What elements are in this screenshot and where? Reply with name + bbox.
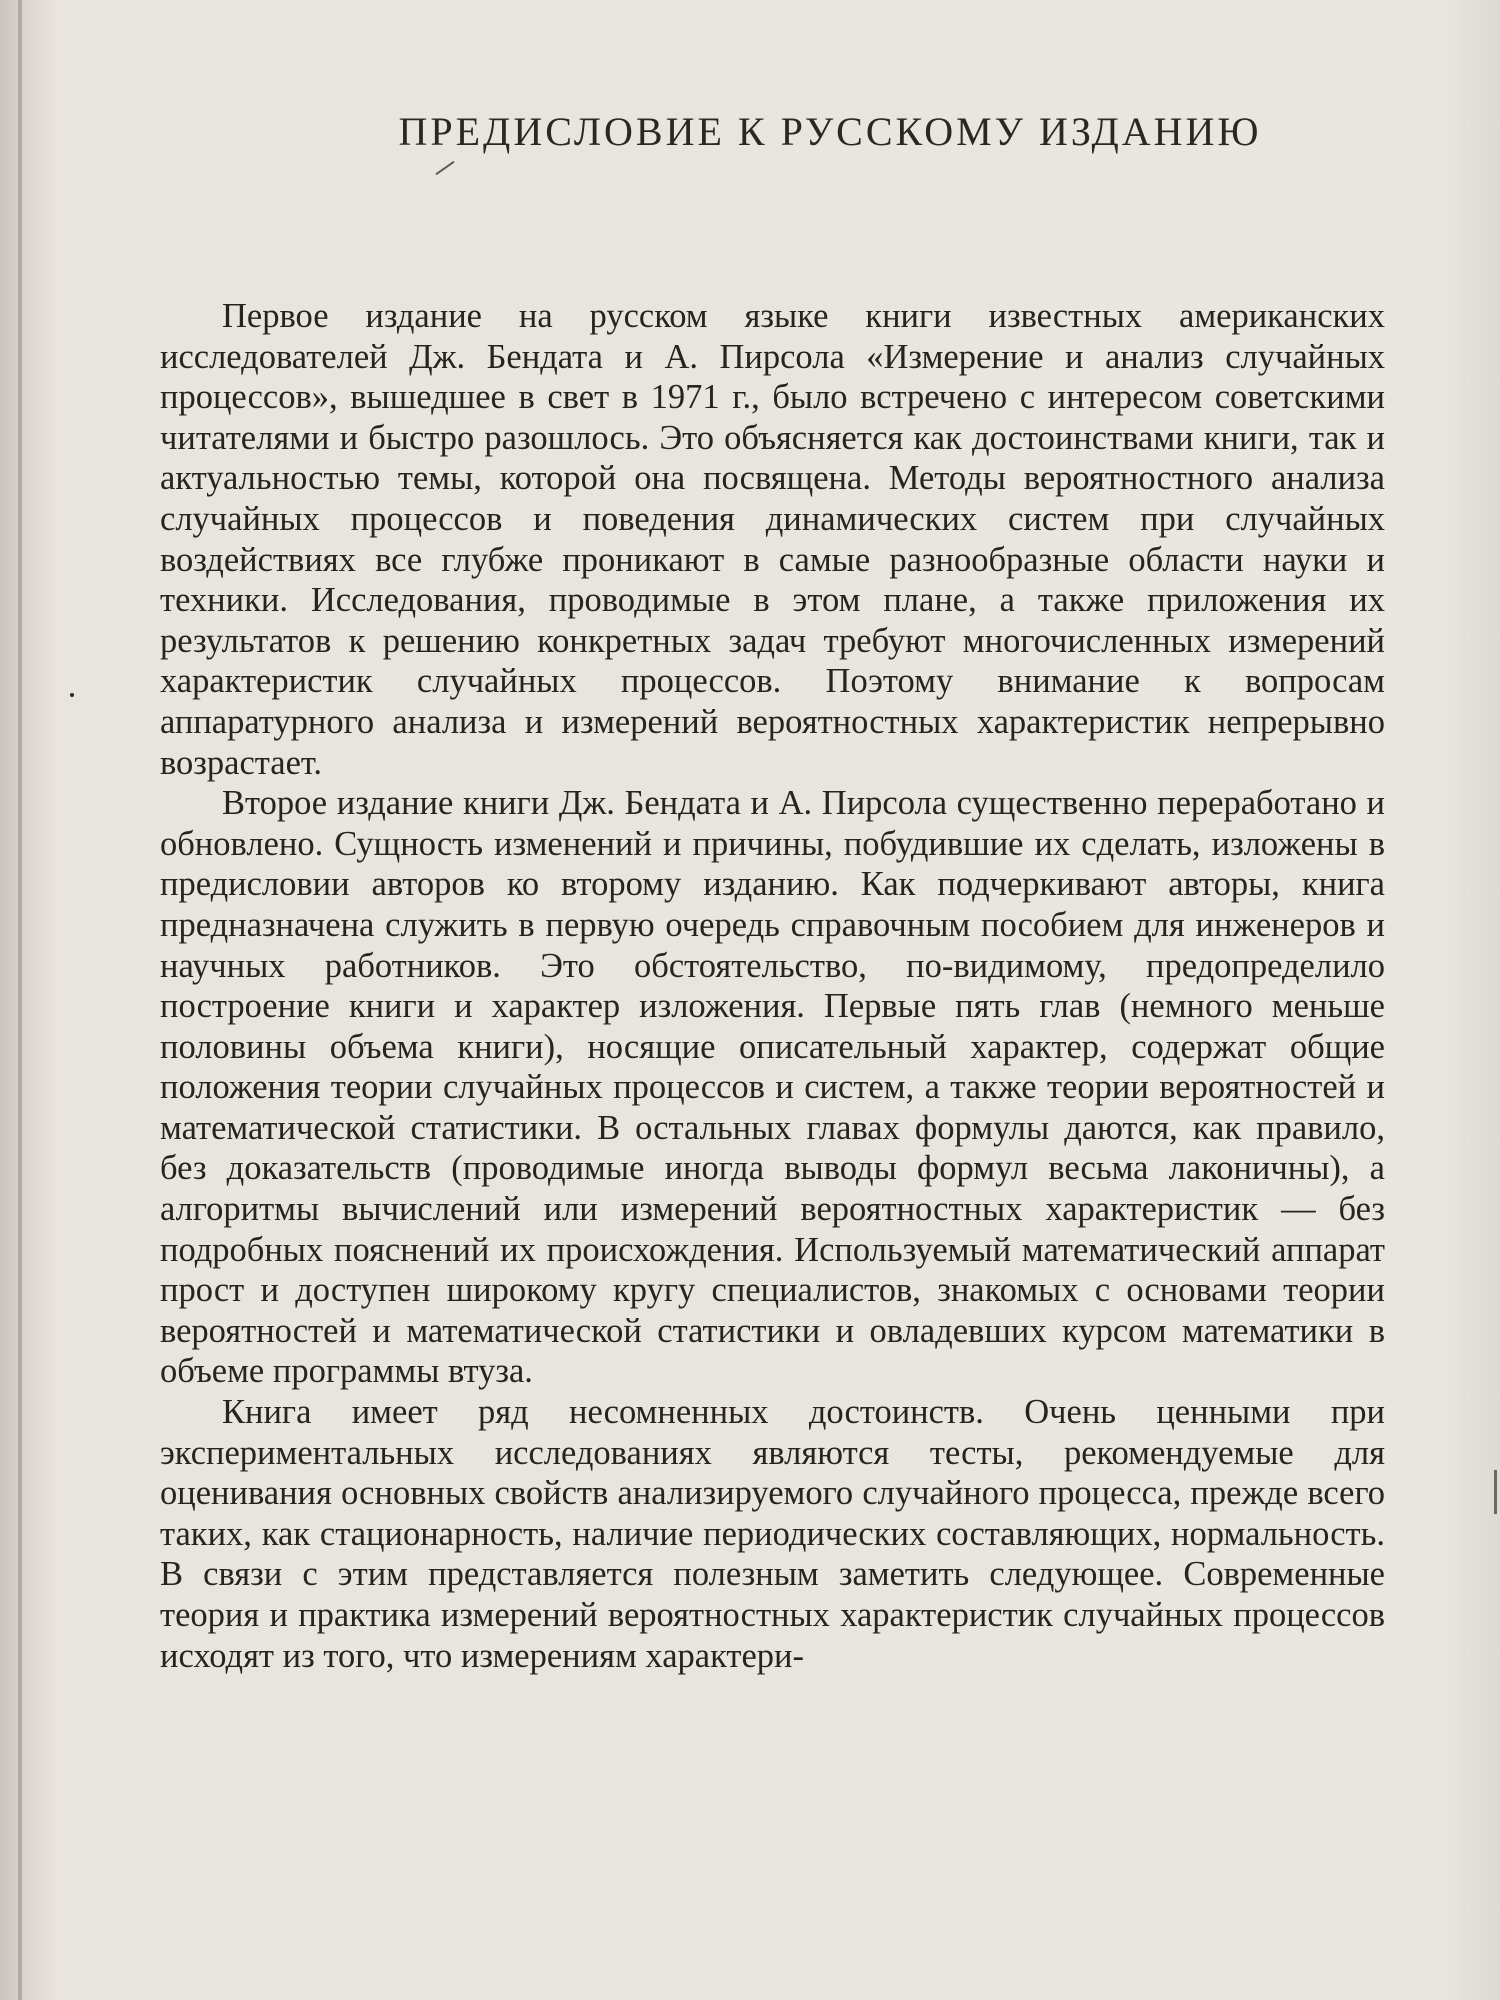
- book-spine-gutter: [18, 0, 22, 2000]
- page-title: ПРЕДИСЛОВИЕ К РУССКОМУ ИЗДАНИЮ: [398, 109, 1262, 154]
- margin-mark: [1494, 1470, 1497, 1514]
- paragraph-2: Второе издание книги Дж. Бендата и А. Пирсола существенно переработано и обновлено. Сущность изменений и причины, побудившие их сделать, изложены в предисловии авторов ко второму изданию. Как подчеркивают авторы, книга предназначена служить в первую очередь справочным пособием для инженеров и научных работников. Это обстоятельство, по-видимому, предопределило построение книги и характер изложения. Первые пять глав (немного меньше половины объема книги), носящие описательный характер, содержат общие положения теории случайных процессов и систем, а также теории вероятностей и математической статистики. В остальных главах формулы даются, как правило, без доказательств (проводимые иногда выводы формул весьма лаконичны), а алгоритмы вычислений или измерений вероятностных характеристик — без подробных пояснений их происхождения. Используемый математический аппарат прост и доступен широкому кругу специалистов, знакомых с основами теории вероятностей и математической статистики и овладевших курсом математики в объеме программы втуза.: [160, 784, 1385, 1391]
- preface-text: [160, 296, 1385, 1676]
- paragraph-1: Первое издание на русском языке книги известных американских исследователей Дж. Бендата и А. Пирсола «Измерение и анализ случайных процессов», вышедшее в свет в 1971 г., было встречено с интересом советскими читателями и быстро разошлось. Это объясняется как достоинствами книги, так и актуальностью темы, которой она посвящена. Методы вероятностного анализа случайных процессов и поведения динамических систем при случайных воздействиях все глубже проникают в самые разнообразные области науки и техники. Исследования, проводимые в этом плане, а также приложения их результатов к решению конкретных задач требуют многочисленных измерений характеристик случайных процессов. Поэтому внимание к вопросам аппаратурного анализа и измерений вероятностных характеристик непрерывно возрастает.: [160, 297, 1385, 782]
- pencil-mark: [435, 161, 454, 175]
- paragraph-3: Книга имеет ряд несомненных достоинств. Очень ценными при экспериментальных исследованиях являются тесты, рекомендуемые для оценивания основных свойств анализируемого случайного процесса, прежде всего таких, как стационарность, наличие периодических составляющих, нормальность. В связи с этим представляется полезным заметить следующее. Современные теория и практика измерений вероятностных характеристик случайных процессов исходят из того, что измерениям характери-: [160, 1393, 1385, 1675]
- ink-dot: [70, 693, 74, 697]
